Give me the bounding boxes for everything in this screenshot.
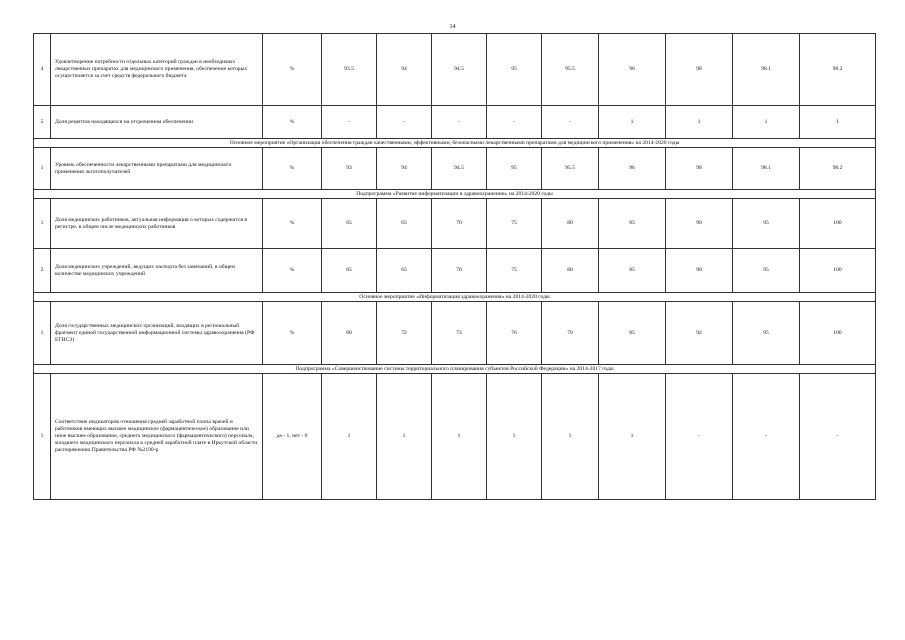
value-cell: -: [487, 106, 542, 139]
row-number: 5: [34, 106, 51, 139]
value-cell: 100: [800, 302, 876, 365]
table-row: [34, 302, 876, 365]
value-cell: 98.2: [800, 34, 876, 106]
value-cell: -: [377, 106, 432, 139]
value-cell: 1: [599, 374, 666, 500]
row-number: 2: [34, 249, 51, 293]
value-cell: 1: [432, 374, 487, 500]
value-cell: 76: [487, 302, 542, 365]
value-cell: 1: [599, 106, 666, 139]
indicator-name: Уровень обеспеченности лекарственными препаратами для медицинского применения льготополучателей: [51, 148, 263, 190]
table-row: [34, 249, 876, 293]
value-cell: 98: [666, 148, 733, 190]
unit-cell: %: [263, 148, 322, 190]
value-cell: 65: [322, 249, 377, 293]
value-cell: 65: [377, 249, 432, 293]
table-row: [34, 106, 876, 139]
value-cell: 98.2: [800, 148, 876, 190]
value-cell: 94.5: [432, 148, 487, 190]
value-cell: -: [800, 374, 876, 500]
row-number: 1: [34, 374, 51, 500]
value-cell: 95: [487, 34, 542, 106]
value-cell: 93.5: [322, 34, 377, 106]
indicator-name: Соответствие индикаторов отношения средней заработной платы врачей и работников имеющих высшее медицинское (фармацевтическое) образование или иное высшее образование, среднего медицинского (фармацевтического) персонала, младшего медицинского персонала к средней заработной плате в Иркутской области распоряжению Правительства РФ №2190-р: [51, 374, 263, 500]
value-cell: -: [322, 106, 377, 139]
section-title: Подпрограмма «Развитие информатизации в здравоохранении» на 2014-2020 годы: [34, 190, 876, 199]
section-title: Подпрограмма «Совершенствование системы территориального планирования субъектов Российской Федерации» на 2014-2017 годы: [34, 365, 876, 374]
value-cell: 73: [432, 302, 487, 365]
value-cell: -: [432, 106, 487, 139]
value-cell: 98: [666, 34, 733, 106]
value-cell: 85: [599, 249, 666, 293]
indicator-name: Доля государственных медицинских организаций, входящих в региональный фрагмент единой государственной информационной системы здравоохранения (РФ ЕГИСЗ): [51, 302, 263, 365]
value-cell: 93: [322, 148, 377, 190]
unit-cell: %: [263, 249, 322, 293]
value-cell: 94: [377, 34, 432, 106]
value-cell: 90: [666, 199, 733, 249]
unit-cell: %: [263, 199, 322, 249]
row-number: 4: [34, 34, 51, 106]
value-cell: 65: [377, 199, 432, 249]
value-cell: 70: [432, 199, 487, 249]
value-cell: 90: [666, 249, 733, 293]
table-row: [34, 148, 876, 190]
value-cell: 1: [322, 374, 377, 500]
value-cell: 95: [733, 302, 800, 365]
indicator-name: Доля медицинских учреждений, ведущих паспорта без замечаний, в общем количестве медицинских учреждений: [51, 249, 263, 293]
section-row: [34, 365, 876, 374]
value-cell: 94: [377, 148, 432, 190]
value-cell: 80: [542, 199, 599, 249]
value-cell: 1: [542, 374, 599, 500]
value-cell: 1: [666, 106, 733, 139]
value-cell: 96: [599, 34, 666, 106]
unit-cell: да - 1, нет - 0: [263, 374, 322, 500]
indicator-name: Удовлетворение потребности отдельных категорий граждан в необходимых лекарственных препаратах для медицинского применения, обеспечение которых осуществляется за счет средств федерального бюджета: [51, 34, 263, 106]
value-cell: 98.1: [733, 34, 800, 106]
value-cell: 72: [377, 302, 432, 365]
value-cell: 60: [322, 302, 377, 365]
row-number: 1: [34, 199, 51, 249]
value-cell: 80: [542, 249, 599, 293]
value-cell: 95: [733, 199, 800, 249]
value-cell: 79: [542, 302, 599, 365]
value-cell: 70: [432, 249, 487, 293]
indicator-table: [33, 33, 876, 500]
value-cell: 94.5: [432, 34, 487, 106]
value-cell: 95.5: [542, 34, 599, 106]
value-cell: 1: [733, 106, 800, 139]
row-number: 1: [34, 302, 51, 365]
value-cell: 1: [800, 106, 876, 139]
value-cell: 96: [599, 148, 666, 190]
unit-cell: %: [263, 34, 322, 106]
value-cell: -: [542, 106, 599, 139]
value-cell: 95: [733, 249, 800, 293]
indicator-name: Доля рецептов находящихся на отсроченном обеспечении: [51, 106, 263, 139]
value-cell: 98.1: [733, 148, 800, 190]
table-row: [34, 374, 876, 500]
page-number: 14: [449, 24, 456, 30]
unit-cell: %: [263, 302, 322, 365]
unit-cell: %: [263, 106, 322, 139]
value-cell: 85: [599, 302, 666, 365]
value-cell: 100: [800, 249, 876, 293]
section-title: Основное мероприятие «Информатизация здравоохранения» на 2014-2020 годы: [34, 293, 876, 302]
table-row: [34, 34, 876, 106]
table-row: [34, 199, 876, 249]
value-cell: 75: [487, 199, 542, 249]
row-number: 1: [34, 148, 51, 190]
value-cell: -: [666, 374, 733, 500]
section-row: [34, 293, 876, 302]
value-cell: 65: [322, 199, 377, 249]
value-cell: 75: [487, 249, 542, 293]
indicator-name: Доля медицинских работников, актуальная информация о которых содержится в регистре, в общем числе медицинских работников: [51, 199, 263, 249]
value-cell: 85: [599, 199, 666, 249]
value-cell: 1: [487, 374, 542, 500]
value-cell: 95.5: [542, 148, 599, 190]
section-row: [34, 190, 876, 199]
value-cell: -: [733, 374, 800, 500]
value-cell: 95: [487, 148, 542, 190]
value-cell: 1: [377, 374, 432, 500]
value-cell: 92: [666, 302, 733, 365]
section-title: Основное мероприятие «Организация обеспечения граждан качественными, эффективными, безопасными лекарственными препаратами для медицинского применения» на 2014-2020 годы: [34, 139, 876, 148]
section-row: [34, 139, 876, 148]
value-cell: 100: [800, 199, 876, 249]
